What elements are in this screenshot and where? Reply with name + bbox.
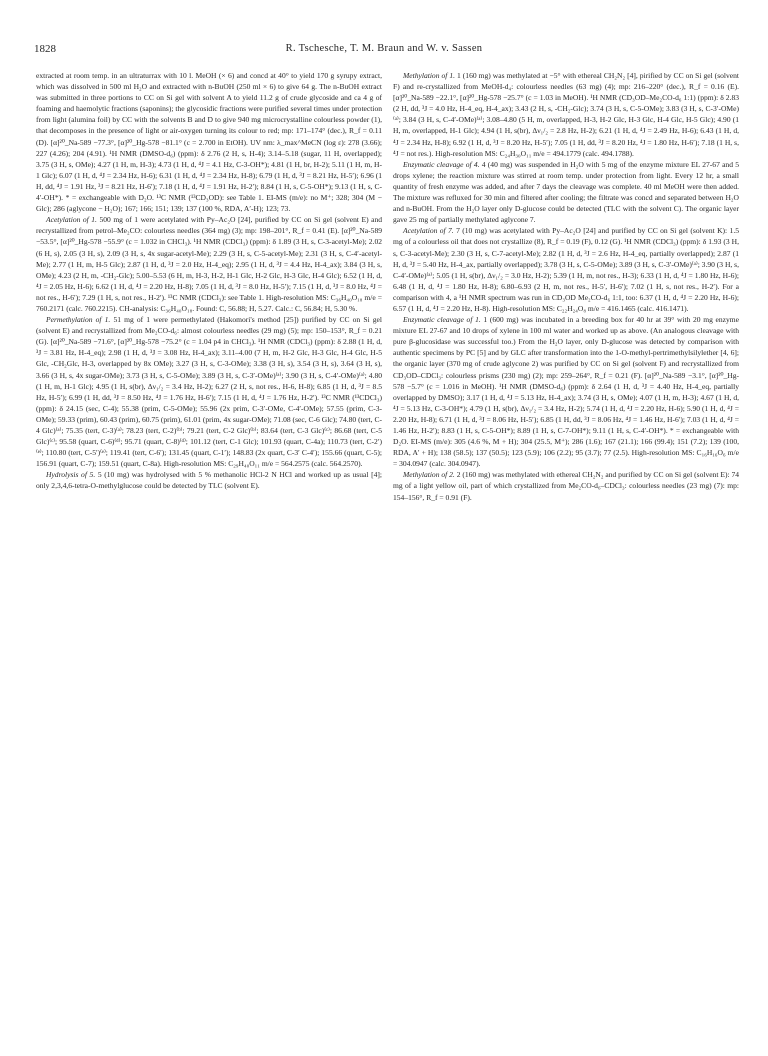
paragraph xyxy=(393,469,739,502)
paragraph xyxy=(36,469,382,491)
paragraph-lead: Hydrolysis of 5. xyxy=(46,470,96,480)
right-column xyxy=(393,70,739,503)
page-number: 1828 xyxy=(34,43,56,55)
paragraph-lead: Enzymatic cleavage of 4. xyxy=(403,159,480,169)
paragraph-text: 5 (10 mg) was hydrolysed with 5 % methanolic HCl-2 N HCl and worked up as usual [4]; only 2,3,4,6-tetra-O-methylglucose could be detected by TLC (solvent E). xyxy=(36,470,382,491)
paragraph-lead: Enzymatic cleavage of 1. xyxy=(403,315,481,325)
left-column xyxy=(36,70,382,492)
paragraph xyxy=(36,314,382,469)
paragraph-text: extracted at room temp. in an ultraturrax with 10 l. MeOH (× 6) and concd at 40° to yield 170 g syrupy extract, which was dissolved in 500 ml H₂O and extracted with n-BuOH (250 ml × 6) to give 64 g. The n-BuOH extract was submitted in three portions to CC on Si gel with solvent A to yield 11.2 g of crude glycoside and ca 4 g of foaming and haemolytic fractions (saponins); the glycosidic fractions were purified several times under protection from light (alumina foil) by CC with the solvents B and D to give 940 mg microcrystalline colourless powder (1), that decomposes in the presence of light or air-oxygen turning its colour to red; mp: 171–174° (dec.), R_f = 0.11 (D). [α]²⁰_Na-589 −77.3°, [α]²⁰_Hg-578 −81.1° (c = 2.700 in EtOH). UV nm: λ_max^MeCN (log ε): 278 (3.66); 227 (4.26); 204 (4.91). ¹H NMR (DMSO-d₆) (ppm): δ 2.76 (2 H, s, H-4); 3.14–5.18 (sugar, 11 H, overlapped); 3.75 (3 H, s, OMe); 4.27 (1 H, m, H-3); 4.73 (1 H, d, ⁴J = 4.1 Hz, C-3-OH*); 4.81 (1 H, br, H-2); 5.11 (1 H, m, H-1 Glc); 6.07 (1 H, d, ⁴J = 2.34 Hz, H-6); 6.31 (1 H, d, ⁴J = 2.34 Hz, H-8); 6.79 (1 H, d, ³J = 8.21 Hz, H-5′); 6.96 (1 H, dd, ⁴J = 1.91 Hz, ³J = 8.21 Hz, H-6′); 7.18 (1 H, d, ⁴J = 1.91 Hz, H-2′); 8.84 (1 H, s, C-5-OH*); 9.13 (1 H, s, C-4′-OH*). * = exchangeable with D₂O. ¹³C NMR (¹³CD₃OD): see Table 1. EI-MS (m/e): no M⁺; 328; 304 (M − Glc); 286 (aglycone − H₂O); 167; 166; 151; 139; 137 (100 %, RDA, A′-H); 123; 73. xyxy=(36,71,382,214)
paragraph-text: 1 (600 mg) was incubated in a breeding box for 40 hr at 39° with 20 mg enzyme mixture EL 27-67 and 10 drops of xylene in 100 ml water and worked up as above. (An analogous cleavage with pure β-glucosidase was successful too.) From the H₂O layer, only D-glucose was detected by comparison with authentic specimens by PC [5] and by GLC after transformation into the 1-O-methyl-pertrimethylsilylether [4, 6]; the organic layer (370 mg of crude aglycone 2) was purified by CC on Si gel (solvent F) and recrystallized from CD₃OD–CDCl₃: colourless prisms (230 mg) (2); mp: 259–264°, R_f = 0.21 (F). [α]²⁰_Na-589 −3.1°, [α]²⁰_Hg-578 −5.7° (c = 1.016 in MeOH). ¹H NMR (DMSO-d₆) (ppm): δ 2.64 (1 H, d, ³J = 4.40 Hz, H-4_eq, partially overlapped by DMSO); 3.17 (1 H, d, ⁴J = 5.13 Hz, H-4_ax); 3.74 (3 H, s, OMe); 4.07 (1 H, m, H-3); 4.67 (1 H, d, ⁴J = 5.13 Hz, C-3-OH*); 4.79 (1 H, s(br), Δν₁/₂ = 3.4 Hz, H-2); 5.74 (1 H, d, ⁴J = 2.20 Hz, H-6); 5.90 (1 H, d, ⁴J = 2.20 Hz, H-8); 6.71 (1 H, d, ³J = 8.06 Hz, H-5′); 6.85 (1 H, dd, ³J = 8.06 Hz, ⁴J = 1.46 Hz, H-6′); 7.03 (1 H, d, ⁴J = 1.46 Hz, H-2′); 8.83 (1 H, s, C-5-OH*); 8.89 (1 H, s, C-7-OH*); 9.11 (1 H, s, C-4′-OH*). * = exchangeable with D₂O. EI-MS (m/e): 305 (4.6 %, M + H); 304 (25.5, M⁺); 286 (1.6); 167 (21.1); 166 (99.4); 151 (7.2); 139 (100, RDA, A′ + H); 138 (58.5); 137 (50.5); 123 (5.9); 106 (2.2); 95 (3.7); 77 (2.5). High-resolution MS: C₁₆H₁₆O₆ m/e = 304.0947 (calc. 304.0947). xyxy=(393,315,739,469)
paragraph-lead: Methylation of 1. xyxy=(403,71,456,80)
paragraph xyxy=(36,214,382,314)
paragraph-text: 1 (160 mg) was methylated at −5° with ethereal CH₂N₂ [4], pirified by CC on Si gel (solvent F) and re-crystallized from MeOH-d₄: colourless needles (63 mg) (4); mp: 216–220° (dec.), R_f = 0.16 (E). [α]²⁰_Na-589 −22.1°, [α]²⁰_Hg-578 −25.7° (c = 1.03 in MeOH). ¹H NMR (CD₃OD–Me₂CO-d₆ 1:1) (ppm): δ 2.83 (2 H, dd, ³J = 4.0 Hz, H-4_eq, H-4_ax); 3.43 (2 H, s, -CH₂-Glc); 3.74 (3 H, s, C-5-OMe); 3.83 (3 H, s, C-3′-OMe)⁽ᵃ⁾; 3.84 (3 H, s, C-4′-OMe)⁽ᵃ⁾; 3.08–4.80 (5 H, m, overlapped, H-3, H-2 Glc, H-3 Glc, H-4 Glc, H-5 Glc); 4.90 (1 H, m, overlapped, H-1 Glc); 4.94 (1 H, s(br), Δν₁/₂ = 2.8 Hz, H-2); 6.21 (1 H, d, ⁴J = 2.49 Hz, H-6); 6.43 (1 H, d, ⁴J = 2.34 Hz, H-8); 6.92 (1 H, d, ³J = 8.20 Hz, H-5′); 7.05 (1 H, dd, ³J = 8.20 Hz, ⁴J = 1.80 Hz, H-6′); 7.18 (1 H, s, ⁴J = not res.). High-resolution MS: C₂₄H₃₀O₁₁ m/e = 494.1779 (calc. 494.1788). xyxy=(393,71,739,158)
paragraph-lead: Permethylation of 1. xyxy=(46,315,111,325)
paragraph-lead: Methylation of 2. xyxy=(403,470,455,480)
paragraph xyxy=(393,314,739,469)
paragraph-text: 7 (10 mg) was acetylated with Py–Ac₂O [24] and purified by CC on Si gel (solvent K): 1.5 mg of a colourless oil that does not crystallize (8), R_f = 0.19 (F), 0.12 (G). ¹H NMR (CDCl₃) (ppm): δ 1.93 (3 H, s, C-3-acetyl-Me); 2.30 (3 H, s, C-7-acetyl-Me); 2.82 (1 H, d, ³J = 2.6 Hz, H-4_eq, partially overlapped); 2.87 (1 H, d, ³J = 5.40 Hz, H-4_ax, partially overlapped); 3.78 (3 H, s, C-5-OMe); 3.89 (3 H, s, C-3′-OMe)⁽ᵃ⁾; 3.90 (3 H, s, C-4′-OMe)⁽ᵃ⁾; 5.05 (1 H, s(br), Δν₁/₂ = 3.0 Hz, H-2); 5.39 (1 H, m, not res., H-3); 6.33 (1 H, d, ⁴J = 1.80 Hz, H-6); 6.48 (1 H, d, ⁴J = 1.80 Hz, H-8); 6.80–6.93 (2 H, m, not res., H-5′, H-6′); 7.02 (1 H, s, not res., H-2′). For a comparison with 4, a ¹H NMR spectrum was run in CD₃OD Me₂CO-d₆ 1:1, too: 6.37 (1 H, d, ⁴J = 2.20 Hz, H-6); 6.57 (1 H, d, ⁴J = 2.20 Hz, H-8). High-resolution MS: C₂₂H₂₄O₈ m/e = 416.1465 (calc. 416.1471). xyxy=(393,226,739,313)
paragraph-text: 4 (40 mg) was suspended in H₂O with 5 mg of the enzyme mixture EL 27-67 and 5 drops xylene; the reaction mixture was stirred at room temp. under protection from light. Every 12 hr, a small quantity of fresh enzyme was added, and after 7 days the cleavage was complete. 40 ml MeOH were then added. The mixture was refluxed for 30 min and filtered after cooling; the filtrate was concd and separated between H₂O and n-BuOH. From the H₂O layer only D-glucose could be detected (TLC with the solvent C). The organic layer gave 25 mg of partially methylated aglycone 7. xyxy=(393,159,739,225)
page-header xyxy=(34,43,734,59)
paragraph-text: 2 (160 mg) was methylated with ethereal CH₂N₂ and purified by CC on Si gel (solvent E): 74 mg of a light yellow oil, part of which crystallized from Me₂CO-d₆–CDCl₃: colourless needles (23 mg) (7): mp: 154–156°, R_f = 0.91 (F). xyxy=(393,470,739,502)
paragraph-lead: Acetylation of 7. xyxy=(403,226,454,236)
paragraph xyxy=(393,159,739,226)
paragraph xyxy=(393,225,739,314)
paragraph xyxy=(36,70,382,214)
paragraph-text: 500 mg of 1 were acetylated with Py–Ac₂O [24], purified by CC on Si gel (solvent E) and recrystallized from petrol–Me₂CO: colourless needles (364 mg) (3); mp: 198–201°, R_f = 0.41 (E). [α]²⁰_Na-589 −53.5°, [α]²⁰_Hg-578 −55.9° (c = 1.032 in CHCl₃). ¹H NMR (CDCl₃) (ppm): δ 1.89 (3 H, s, C-3-acetyl-Me); 2.02 (6 H, s), 2.05 (3 H, s), 2.09 (3 H, s, 4x sugar-acetyl-Me); 2.29 (3 H, s, C-5-acetyl-Me); 2.31 (3 H, s, C-4′-acetyl-Me); 2.77 (1 H, m, H-5 Glc); 2.87 (1 H, d, ³J = 2.0 Hz, H-4_eq); 2.95 (1 H, d, ³J = 4.4 Hz, H-4_ax); 3.84 (3 H, s, OMe); 4.23 (2 H, m, -CH₂-Glc); 5.00–5.53 (6 H, m, H-3, H-2, H-1 Glc, H-2 Glc, H-3 Glc, H-4 Glc); 6.52 (1 H, d, ⁴J = 2.05 Hz, H-6); 6.62 (1 H, d, ⁴J = 2.20 Hz, H-8); 7.05 (1 H, d, ³J = 8.0 Hz, H-5′); 7.15 (1 H, d, ³J = 8.0 Hz, ⁴J = not res., H-6′); 7.29 (1 H, s, not res., H-2′). ¹³C NMR (CDCl₃): see Table 1. High-resolution MS: C₃₆H₄₀O₁₈ m/e = 760.2171 (calc. 760.2215). CH-analysis: C₃₆H₄₀O₁₈. Found: C, 56.88; H, 5.27. Calc.: C, 56.84; H, 5.30 %. xyxy=(36,215,383,313)
paragraph-text: 51 mg of 1 were permethylated (Hakomori's method [25]) purified by CC on Si gel (solvent E) and recrystallized from Me₂CO-d₆: almost colourless needles (29 mg) (5); mp: 150–153°, R_f = 0.21 (G). [α]²⁰_Na-589 −71.6°, [α]²⁰_Hg-578 −75.2° (c = 1.04 p4 in CHCl₃). ¹H NMR (CDCl₃) (ppm): δ 2.88 (1 H, d, ³J = 3.81 Hz, H-4_eq); 2.98 (1 H, d, ³J = 3.08 Hz, H-4_ax); 3.11–4.00 (7 H, m, H-2 Glc, H-3 Glc, H-4 Glc, H-5 Glc, -CH₂Glc, H-3, overlapped by 8x OMe); 3.27 (3 H, s, C-3-OMe); 3.38 (3 H, s), 3.54 (3 H, s), 3.64 (3 H, s), 3.66 (3 H, s, 4x sugar-OMe); 3.73 (3 H, s, C-5-OMe); 3.89 (3 H, s, C-3′-OMe)⁽ᵃ⁾; 3.90 (3 H, s, C-4′-OMe)⁽ᵃ⁾; 4.80 (1 H, m, H-1 Glc); 4.95 (1 H, s(br), Δν₁/₂ = 3.4 Hz, H-2); 6.27 (2 H, s, not res., H-6, H-8); 6.85 (1 H, d, ³J = 8.5 Hz, H-5′); 6.99 (1 H, dd, ³J = 8.50 Hz, ⁴J = 1.76 Hz, H-6′); 7.15 (1 H, d, ⁴J = 1.76 Hz, H-2′). ¹³C NMR (¹³CDCl₃) (ppm): δ 24.15 (sec, C-4); 55.38 (prim, C-5-OMe); 55.96 (2x prim, C-3′-OMe, C-4′-OMe); 57.55 (prim, C-3-OMe); 59.33 (prim), 60.43 (prim), 60.75 (prim), 61.01 (prim, 4x sugar-OMe); 71.08 (sec, C-6 Glc); 74.80 (tert, C-4 Glc)⁽ᵃ⁾; 75.35 (tert, C-3)⁽ᵃ⁾; 78.23 (tert, C-2)⁽ᵇ⁾; 79.21 (tert, C-2 Glc)⁽ᵇ⁾; 83.64 (tert, C-3 Glc)⁽ᶜ⁾; 86.68 (tert, C-5 Glc)⁽ᶜ⁾; 95.58 (quart, C-6)⁽ᵈ⁾; 95.71 (quart, C-8)⁽ᵈ⁾; 101.12 (tert, C-1 Glc); 101.93 (quart, C-4a); 110.73 (tert, C-2′)⁽ᵉ⁾; 110.80 (tert, C-5′)⁽ᵉ⁾; 119.41 (tert, C-6′); 131.45 (quart, C-1′); 148.83 (2x quart, C-3′ C-4′); 155.66 (quart, C-5); 156.91 (quart, C-7); 159.51 (quart, C-8a). High-resolution MS: C₂₉H₄₀O₁₁ m/e = 564.2575 (calc. 564.2570). xyxy=(36,315,382,469)
paragraph-lead: Acetylation of 1. xyxy=(46,215,97,225)
running-head: R. Tschesche, T. M. Braun and W. v. Sassen xyxy=(285,43,483,54)
paragraph xyxy=(393,70,739,159)
